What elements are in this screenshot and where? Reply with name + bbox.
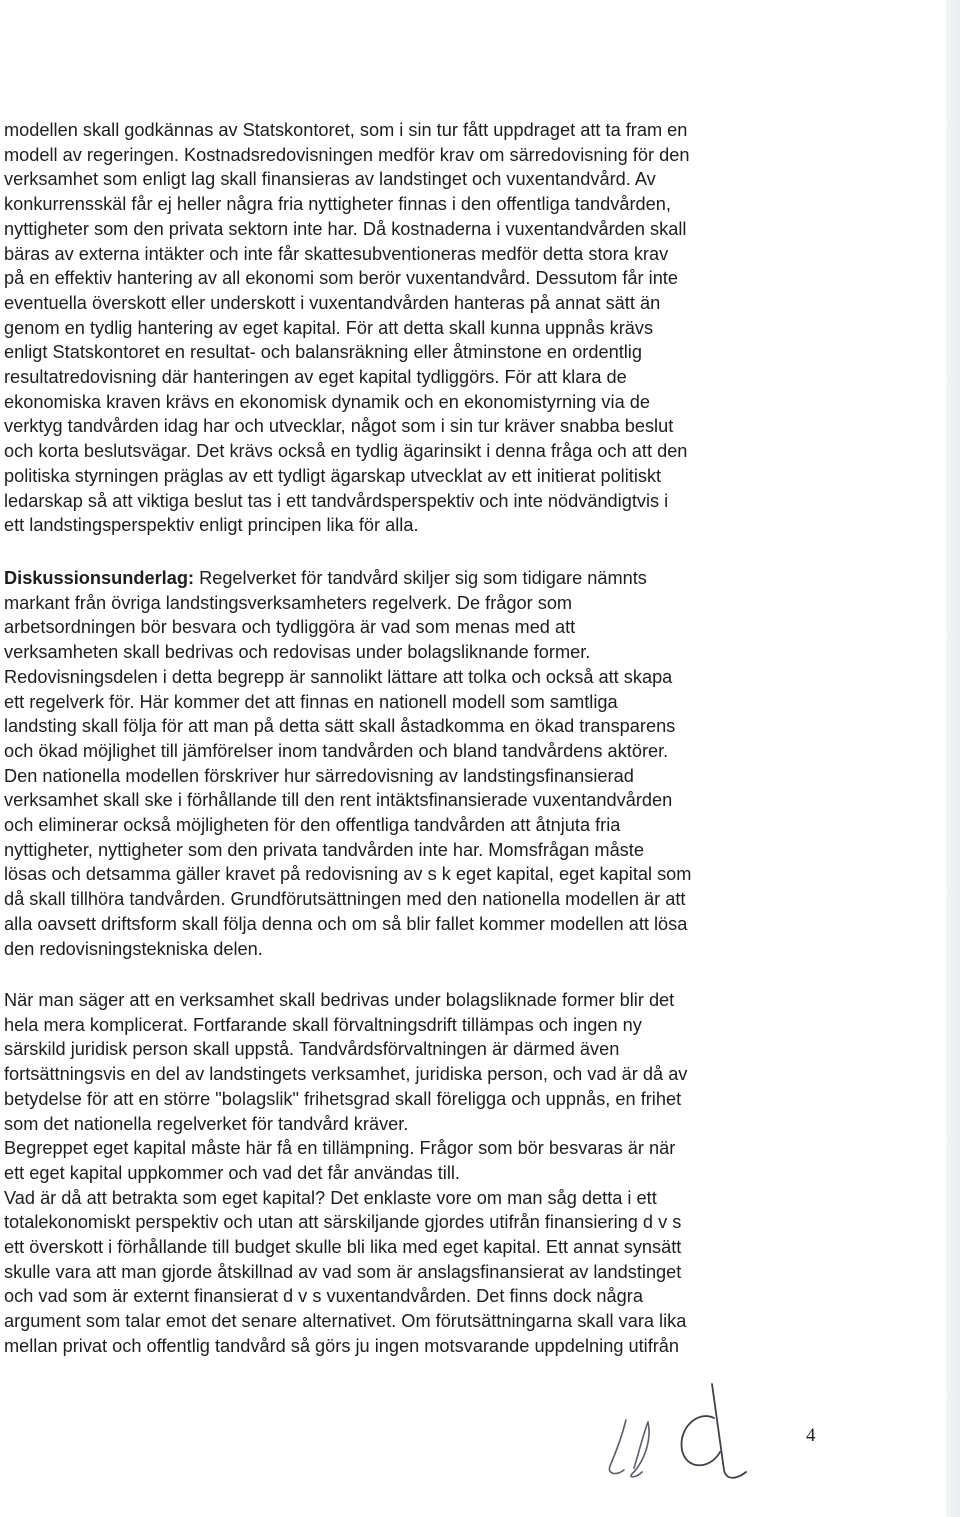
text-line: bäras av externa intäkter och inte får skattesubventioneras medför detta stora krav [4, 243, 669, 264]
text-line: modellen skall godkännas av Statskontoret, som i sin tur fått uppdraget att ta fram en [4, 120, 688, 140]
text-line: Redovisningsdelen i detta begrepp är sannolikt lättare att tolka och också att skapa [4, 666, 673, 687]
text-line: Vad är då att betrakta som eget kapital? Det enklaste vore om man såg detta i ett [4, 1187, 657, 1208]
text-line: då skall tillhöra tandvården. Grundförutsättningen med den nationella modellen är att [4, 889, 686, 910]
paragraph-2 [4, 566, 944, 961]
text-line: När man säger att en verksamhet skall bedrivas under bolagsliknade former blir det [4, 990, 675, 1010]
text-line: nyttigheter som den privata sektorn inte har. Då kostnaderna i vuxentandvården skall [4, 218, 687, 239]
text-line: verksamheten skall bedrivas och redovisas under bolagsliknande former. [4, 642, 591, 663]
text-line: ledarskap så att viktiga beslut tas i ett tandvårdsperspektiv och inte nödvändigtvis i [4, 490, 669, 511]
text-line: betydelse för att en större "bolagslik" frihetsgrad skall föreligga och uppnås, en frihet [4, 1088, 682, 1109]
text-line: enligt Statskontoret en resultat- och balansräkning eller åtminstone en ordentlig [4, 342, 642, 363]
text-line: fortsättningsvis en del av landstingets verksamhet, juridiska person, och vad är då av [4, 1064, 688, 1085]
text-line: och korta beslutsvägar. Det krävs också en tydlig ägarinsikt i denna fråga och att den [4, 441, 688, 462]
text-line: lösas och detsamma gäller kravet på redovisning av s k eget kapital, eget kapital som [4, 864, 692, 885]
handwritten-initials [586, 1380, 756, 1490]
scan-edge [946, 0, 960, 1517]
text-line: ett överskott i förhållande till budget skulle bli lika med eget kapital. Ett annat synsätt [4, 1237, 682, 1258]
text-line: verksamhet skall ske i förhållande till den rent intäktsfinansierade vuxentandvården [4, 790, 673, 811]
text-line: mellan privat och offentlig tandvård så görs ju ingen motsvarande uppdelning utifrån [4, 1335, 680, 1356]
section-label: Diskussionsunderlag: [4, 568, 195, 588]
text-line: och ökad möjlighet till jämförelser inom tandvården och bland tandvårdens aktörer. [4, 740, 669, 761]
text-line: och vad som är externt finansierat d v s vuxentandvården. Det finns dock några [4, 1286, 643, 1307]
text-line: som det nationella regelverket för tandvård kräver. [4, 1113, 409, 1134]
text-line: skulle vara att man gjorde åtskillnad av vad som är anslagsfinansierat av landstinget [4, 1261, 682, 1282]
text-line: ett regelverk för. Här kommer det att finnas en nationell modell som samtliga [4, 691, 618, 712]
paragraph-1 [4, 118, 944, 538]
text-line: alla oavsett driftsform skall följa denna och om så blir fallet kommer modellen att lösa [4, 913, 688, 934]
text-line: resultatredovisning där hanteringen av eget kapital tydliggörs. För att klara de [4, 367, 627, 388]
text-line: totalekonomiskt perspektiv och utan att särskiljande gjordes utifrån finansiering d v s [4, 1212, 682, 1233]
text-line: hela mera komplicerat. Fortfarande skall förvaltningsdrift tillämpas och ingen ny [4, 1014, 642, 1035]
text-line: på en effektiv hantering av all ekonomi som berör vuxentandvård. Dessutom får inte [4, 268, 678, 289]
text-line: arbetsordningen bör besvara och tydliggöra är vad som menas med att [4, 617, 576, 638]
text-line: nyttigheter, nyttigheter som den privata tandvården inte har. Momsfrågan måste [4, 839, 644, 860]
text-line: och eliminerar också möjligheten för den offentliga tandvården att åtnjuta fria [4, 815, 621, 836]
text-line: politiska styrningen präglas av ett tydligt ägarskap utvecklat av ett initierat politiskt [4, 465, 662, 486]
text-line-rest: Regelverket för tandvård skiljer sig som tidigare nämnts [194, 568, 647, 588]
text-line: ekonomiska kraven krävs en ekonomisk dynamik och en ekonomistyrning via de [4, 391, 650, 412]
text-line: eventuella överskott eller underskott i vuxentandvården hanteras på annat sätt än [4, 292, 661, 313]
text-line: ett landstingsperspektiv enligt principen lika för alla. [4, 515, 419, 536]
text-line: konkurrensskäl får ej heller några fria nyttigheter finnas i den offentliga tandvården, [4, 194, 671, 215]
text-line: Den nationella modellen förskriver hur särredovisning av landstingsfinansierad [4, 765, 634, 786]
text-line: argument som talar emot det senare alternativet. Om förutsättningarna skall vara lika [4, 1311, 687, 1332]
text-line: verktyg tandvården idag har och utvecklar, något som i sin tur kräver snabba beslut [4, 416, 674, 437]
text-line: markant från övriga landstingsverksamheters regelverk. De frågor som [4, 592, 573, 613]
text-line: ett eget kapital uppkommer och vad det får användas till. [4, 1162, 460, 1183]
text-line: den redovisningstekniska delen. [4, 938, 263, 959]
text-line: genom en tydlig hantering av eget kapital. För att detta skall kunna uppnås krävs [4, 317, 654, 338]
paragraph-3 [4, 988, 944, 1359]
text-line-heading [4, 566, 944, 591]
text-line: landsting skall följa för att man på detta sätt skall åstadkomma en ökad transparens [4, 716, 676, 737]
page-number: 4 [806, 1425, 816, 1446]
text-line: modell av regeringen. Kostnadsredovisningen medför krav om särredovisning för den [4, 144, 690, 165]
text-line: verksamhet som enligt lag skall finansieras av landstinget och vuxentandvård. Av [4, 169, 656, 190]
text-line: särskild juridisk person skall uppstå. Tandvårdsförvaltningen är därmed även [4, 1039, 620, 1060]
text-line: Begreppet eget kapital måste här få en tillämpning. Frågor som bör besvaras är när [4, 1138, 676, 1159]
